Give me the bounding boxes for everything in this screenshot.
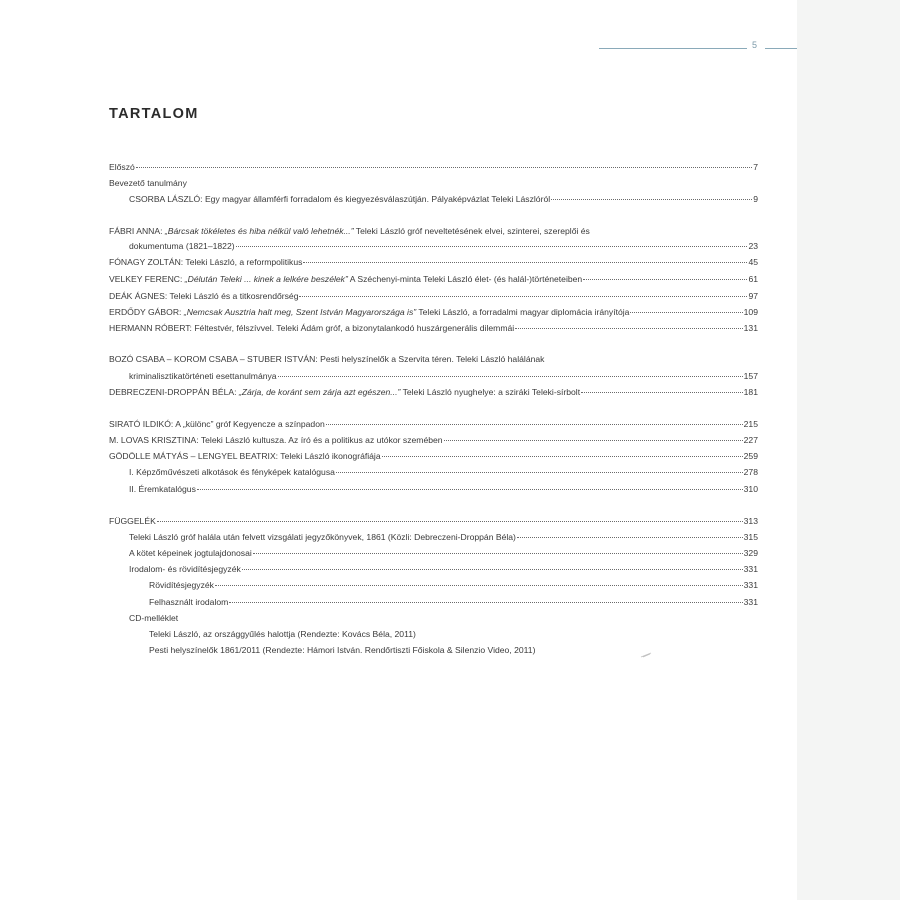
toc-entry-title: A kötet képeinek jogtulajdonosai — [129, 548, 252, 558]
toc-page-number: 9 — [753, 194, 758, 204]
toc-entry-title: BOZÓ CSABA – KOROM CSABA – STUBER ISTVÁN: Pesti helyszínelők a Szervita téren. Teleki László halálának — [109, 354, 545, 364]
toc-entry-continuation[interactable] — [129, 370, 758, 383]
toc-entry-title: DEÁK ÁGNES: Teleki László és a titkosrendőrség — [109, 291, 299, 301]
page-number: 5 — [752, 40, 758, 50]
toc-subentry-heading — [129, 612, 178, 625]
dot-leader — [583, 279, 747, 280]
toc-entry-title: HERMANN RÓBERT: Féltestvér, félszívvel. Teleki Ádám gróf, a bizonytalankodó huszárgenerális dilemmái — [109, 323, 515, 333]
toc-entry[interactable] — [109, 418, 758, 431]
toc-entry-title: ERDŐDY GÁBOR: „Nemcsak Ausztria halt meg, Szent István Magyarországa is” Teleki László, a forradalmi magyar diplomácia irányítója — [109, 307, 630, 317]
page-title: TARTALOM — [109, 106, 199, 122]
toc-entry-title: I. Képzőművészeti alkotások és fényképek katalógusa — [129, 467, 335, 477]
toc-entry[interactable] — [109, 386, 758, 399]
toc-entry-title: kriminalisztikatörténeti esettanulmánya — [129, 371, 277, 381]
toc-page-number: 157 — [743, 371, 758, 381]
toc-entry-author: GÖDÖLLE MÁTYÁS – LENGYEL BEATRIX: — [109, 451, 281, 461]
toc-page-number: 310 — [743, 484, 758, 494]
toc-entry-title: Bevezető tanulmány — [109, 178, 187, 188]
toc-entry-title: GÖDÖLLE MÁTYÁS – LENGYEL BEATRIX: Teleki László ikonográfiája — [109, 451, 381, 461]
dot-leader — [253, 553, 743, 554]
dot-leader — [581, 392, 743, 393]
toc-entry-author: VELKEY FERENC: — [109, 274, 185, 284]
toc-entry-title: Teleki László gróf halála után felvett vizsgálati jegyzőkönyvek, 1861 (Közli: Debreczeni-Droppán Béla) — [129, 532, 516, 542]
toc-entry-author: M. LOVAS KRISZTINA: — [109, 435, 201, 445]
toc-page-number: 278 — [743, 467, 758, 477]
toc-entry-title: CSORBA LÁSZLÓ: Egy magyar államférfi forradalom és kiegyezésválaszútján. Pályaképvázlat Teleki Lászlóról — [129, 194, 551, 204]
toc-entry-continuation[interactable] — [129, 240, 758, 253]
page-number-rule — [599, 48, 747, 49]
toc-page-number: 329 — [743, 548, 758, 558]
page-number-rule-right — [765, 48, 797, 49]
toc-entry-title: SIRATÓ ILDIKÓ: A „különc” gróf Kegyencze a színpadon — [109, 419, 325, 429]
toc-entry-title: dokumentuma (1821–1822) — [129, 241, 235, 251]
dot-leader — [236, 246, 748, 247]
dot-leader — [299, 296, 747, 297]
dot-leader — [242, 569, 743, 570]
toc-entry-title: CD-melléklet — [129, 613, 179, 623]
toc-entry-title: Felhasznált irodalom — [149, 597, 229, 607]
toc-entry-author: DEBRECZENI-DROPPÁN BÉLA: — [109, 387, 239, 397]
toc-page-number: 45 — [748, 257, 758, 267]
toc-entry[interactable] — [109, 290, 758, 303]
toc-page-number: 259 — [743, 451, 758, 461]
toc-entry[interactable] — [109, 434, 758, 447]
toc-page-number: 23 — [748, 241, 758, 251]
toc-subentry[interactable] — [129, 531, 758, 544]
toc-subsubentry[interactable] — [149, 628, 416, 641]
toc-page-number: 227 — [743, 435, 758, 445]
toc-entry-title: Irodalom- és rövidítésjegyzék — [129, 564, 241, 574]
toc-entry-title: Rövidítésjegyzék — [149, 580, 214, 590]
toc-entry[interactable] — [129, 193, 758, 206]
toc-entry-title: VELKEY FERENC: „Délután Teleki ... kinek a lelkére beszélek” A Széchenyi-minta Teleki László élet- (és halál-)történeteiben — [109, 274, 583, 284]
toc-subentry[interactable] — [129, 563, 758, 576]
toc-page-number: 331 — [743, 597, 758, 607]
toc-entry-title: FÓNAGY ZOLTÁN: Teleki László, a reformpolitikus — [109, 257, 303, 267]
dot-leader — [444, 440, 743, 441]
pencil-mark-icon — [640, 652, 652, 658]
toc-page-number: 313 — [743, 516, 758, 526]
toc-page-number: 109 — [743, 307, 758, 317]
toc-entry-title: FÜGGELÉK — [109, 516, 156, 526]
toc-entry-author: HERMANN RÓBERT: — [109, 323, 195, 333]
toc-entry-foreword[interactable] — [109, 161, 758, 174]
toc-page-number: 61 — [748, 274, 758, 284]
toc-subentry[interactable] — [129, 483, 758, 496]
dot-leader — [157, 521, 743, 522]
toc-page-number: 331 — [743, 580, 758, 590]
toc-section-heading — [109, 177, 187, 190]
toc-entry-title: Előszó — [109, 162, 135, 172]
toc-entry[interactable] — [109, 353, 544, 366]
toc-entry[interactable] — [109, 225, 590, 238]
dot-leader — [551, 199, 752, 200]
toc-entry-author: SIRATÓ ILDIKÓ: — [109, 419, 176, 429]
toc-page-number: 97 — [748, 291, 758, 301]
toc-page-number: 215 — [743, 419, 758, 429]
toc-subsubentry[interactable] — [149, 596, 758, 609]
toc-page-number: 131 — [743, 323, 758, 333]
toc-page-number: 331 — [743, 564, 758, 574]
dot-leader — [278, 376, 743, 377]
dot-leader — [197, 489, 743, 490]
toc-entry-author: ERDŐDY GÁBOR: — [109, 307, 184, 317]
toc-page-number: 7 — [753, 162, 758, 172]
dot-leader — [215, 585, 743, 586]
toc-entry-title: DEBRECZENI-DROPPÁN BÉLA: „Zárja, de koránt sem zárja azt egészen...” Teleki László nyughelye: a sziráki Teleki-sírbolt — [109, 387, 581, 397]
dot-leader — [326, 424, 743, 425]
toc-subsubentry[interactable] — [149, 579, 758, 592]
toc-entry-author: BOZÓ CSABA – KOROM CSABA – STUBER ISTVÁN: — [109, 354, 321, 364]
toc-entry[interactable] — [109, 256, 758, 269]
dot-leader — [517, 537, 743, 538]
toc-subentry[interactable] — [129, 466, 758, 479]
toc-entry-title: FÁBRI ANNA: „Bárcsak tökéletes és hiba nélkül való lehetnék...” Teleki László gróf neveltetésének elvei, szinterei, szereplői és — [109, 226, 590, 236]
toc-page-number: 315 — [743, 532, 758, 542]
toc-entry[interactable] — [109, 306, 758, 319]
toc-subentry[interactable] — [129, 547, 758, 560]
dot-leader — [630, 312, 742, 313]
toc-entry-author: FÓNAGY ZOLTÁN: — [109, 257, 186, 267]
toc-subsubentry[interactable] — [149, 644, 535, 657]
toc-page-number: 181 — [743, 387, 758, 397]
toc-entry[interactable] — [109, 450, 758, 463]
dot-leader — [303, 262, 747, 263]
dot-leader — [382, 456, 743, 457]
dot-leader — [136, 167, 752, 168]
toc-entry-title: Pesti helyszínelők 1861/2011 (Rendezte: Hámori István. Rendőrtiszti Főiskola & Silenzio Video, 2011) — [149, 645, 536, 655]
toc-entry-author: CSORBA LÁSZLÓ: — [129, 194, 205, 204]
toc-entry-title: Teleki László, az országgyűlés halottja (Rendezte: Kovács Béla, 2011) — [149, 629, 416, 639]
toc-entry[interactable] — [109, 273, 758, 286]
toc-entry[interactable] — [109, 322, 758, 335]
dot-leader — [515, 328, 742, 329]
dot-leader — [229, 602, 742, 603]
toc-entry-appendix[interactable] — [109, 515, 758, 528]
toc-entry-author: DEÁK ÁGNES: — [109, 291, 170, 301]
toc-entry-author: FÁBRI ANNA: — [109, 226, 165, 236]
toc-entry-title: II. Éremkatalógus — [129, 484, 196, 494]
toc-entry-title: M. LOVAS KRISZTINA: Teleki László kultusza. Az író és a politikus az utókor szemében — [109, 435, 443, 445]
dot-leader — [336, 472, 743, 473]
